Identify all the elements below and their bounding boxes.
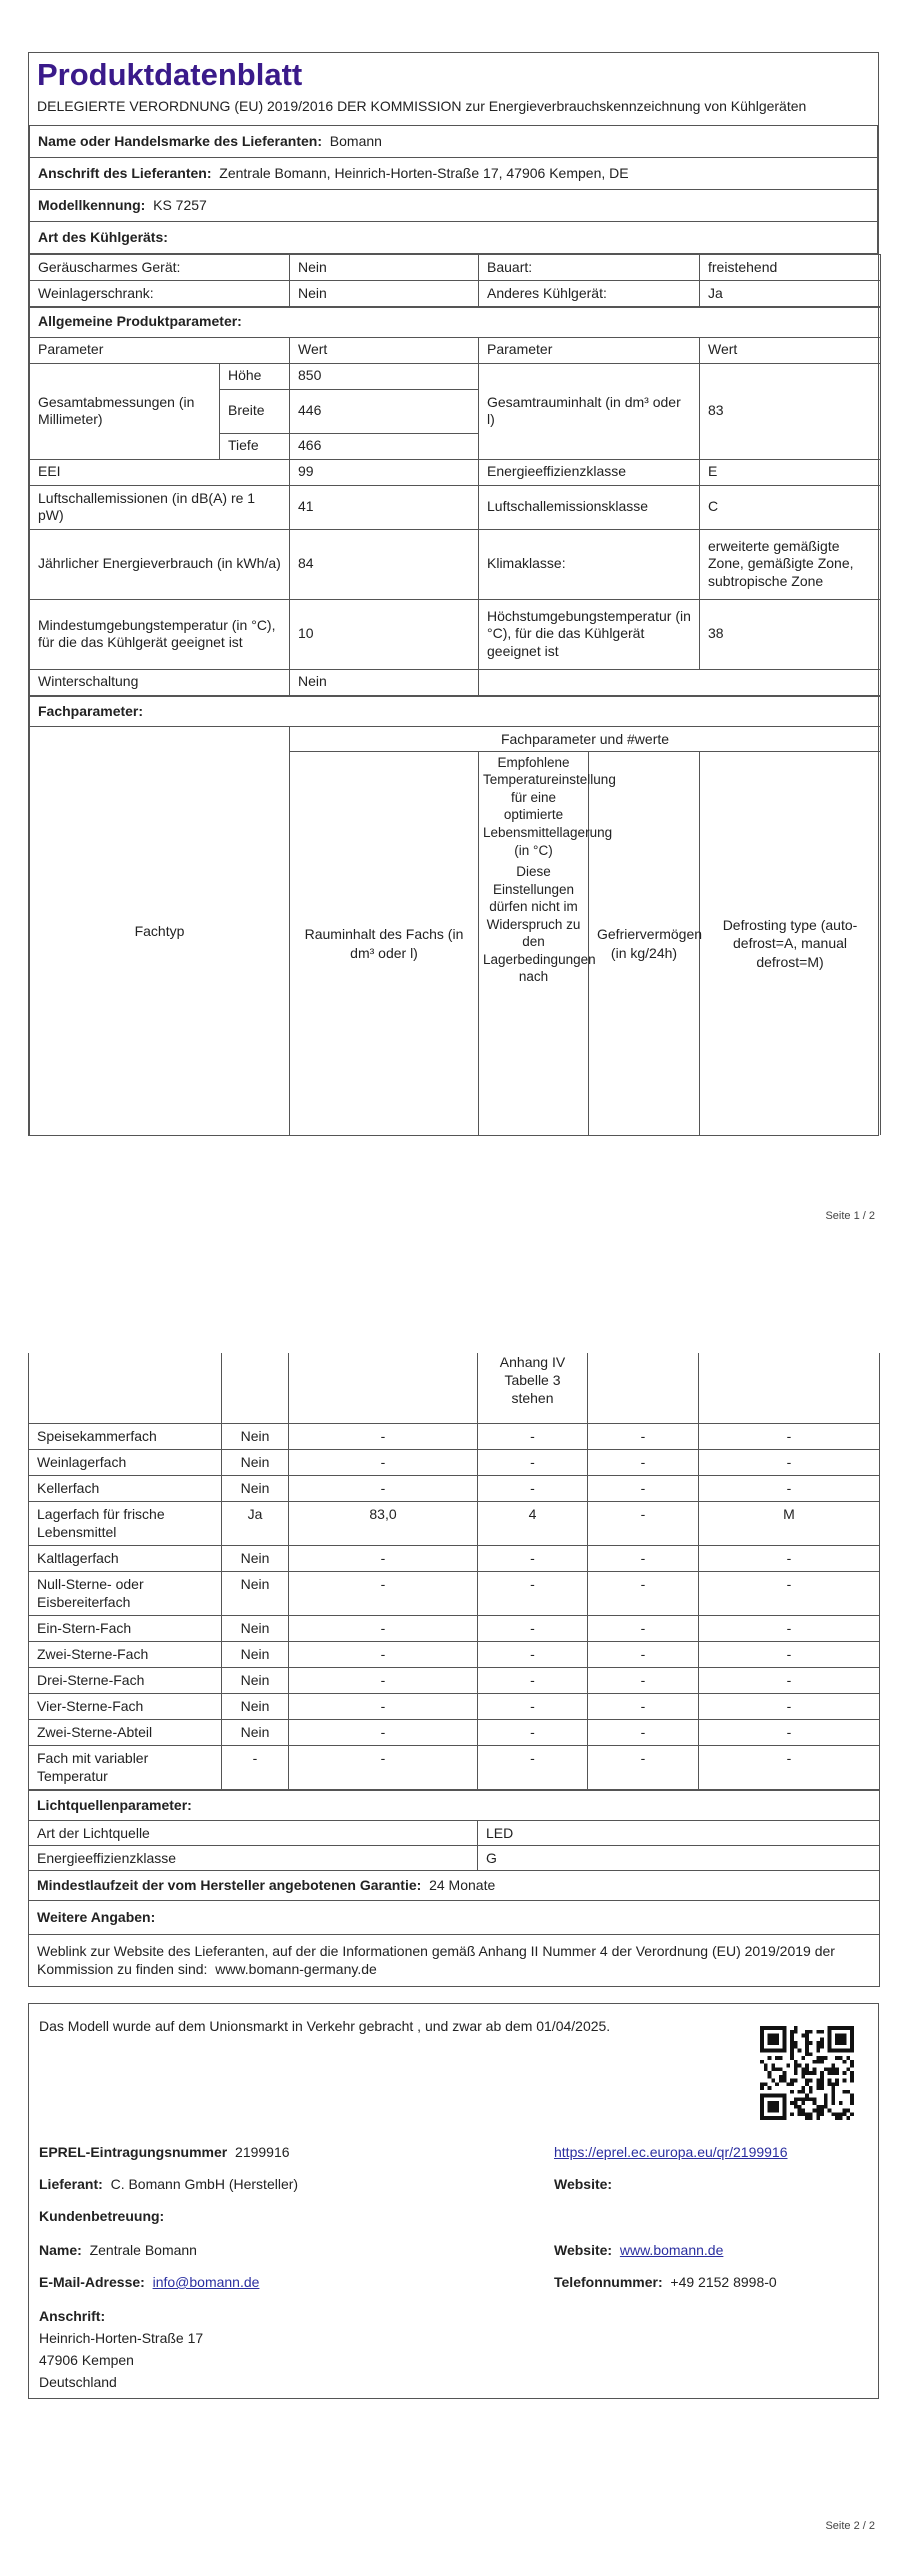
- compartment-freeze-cell: -: [588, 1719, 699, 1745]
- compartment-name-cell: Speisekammerfach: [29, 1423, 222, 1449]
- compartment-temp-cell: -: [478, 1571, 588, 1615]
- page-number-2: Seite 2 / 2: [825, 2520, 875, 2532]
- compartment-defrost-cell: -: [699, 1745, 880, 1789]
- light-class-value: G: [478, 1845, 880, 1870]
- email-link[interactable]: info@bomann.de: [152, 2274, 260, 2290]
- compartment-present-cell: Ja: [222, 1501, 289, 1545]
- table-row: [29, 1501, 880, 1545]
- compartment-volume-cell: -: [289, 1423, 478, 1449]
- col-param-2: Parameter: [479, 337, 700, 363]
- climate-value: erweiterte gemäßigte Zone, gemäßigte Zone, subtropische Zone: [700, 529, 881, 599]
- compartment-defrost-cell: -: [699, 1449, 880, 1475]
- compartment-temp-cell: -: [478, 1719, 588, 1745]
- eclass-value: E: [700, 459, 881, 485]
- compartment-freeze-cell: -: [588, 1501, 699, 1545]
- compartment-defrost-cell: -: [699, 1667, 880, 1693]
- compartment-temp-cell: -: [478, 1745, 588, 1789]
- col-value-2: Wert: [700, 337, 881, 363]
- col-temp: Empfohlene Temperatureinstellung für eine optimierte Lebensmittellagerung (in °C) Diese Einstellungen dürfen nicht im Widerspruch zu den Lagerbedingungen nach: [479, 751, 589, 1135]
- compartment-present-cell: Nein: [222, 1615, 289, 1641]
- table-row: [29, 1693, 880, 1719]
- compartment-name-cell: Lagerfach für frische Lebensmittel: [29, 1501, 222, 1545]
- compartment-header-table: [29, 696, 881, 1136]
- supplier-website-link[interactable]: www.bomann-germany.de: [215, 1961, 377, 1978]
- width-value: 446: [290, 389, 479, 433]
- winter-label: Winterschaltung: [30, 669, 290, 695]
- energy-value: 84: [290, 529, 479, 599]
- col-param: Parameter: [30, 337, 290, 363]
- compartment-defrost-cell: M: [699, 1501, 880, 1545]
- noise-class-value: C: [700, 485, 881, 529]
- device-type-table: [29, 254, 881, 307]
- supplier-address-row: Anschrift des Lieferanten: Zentrale Bomann, Heinrich-Horten-Straße 17, 47906 Kempen, DE: [30, 157, 878, 189]
- compartment-freeze-cell: -: [588, 1571, 699, 1615]
- compartment-defrost-cell: -: [699, 1571, 880, 1615]
- noise-label: Luftschallemissionen (in dB(A) re 1 pW): [30, 485, 290, 529]
- compartment-name-cell: Fach mit variabler Temperatur: [29, 1745, 222, 1789]
- compartment-temp-cell: 4: [478, 1501, 588, 1545]
- col-freeze: Gefriervermögen (in kg/24h): [589, 751, 700, 1135]
- col-volume: Rauminhalt des Fachs (in dm³ oder l): [290, 751, 479, 1135]
- dims-label: Gesamtabmessungen (in Millimeter): [30, 363, 220, 459]
- compartment-volume-cell: -: [289, 1545, 478, 1571]
- compartment-table: [28, 1353, 880, 1790]
- compartment-defrost-cell: -: [699, 1615, 880, 1641]
- compartment-temp-cell: -: [478, 1615, 588, 1641]
- compartment-name-cell: Kaltlagerfach: [29, 1545, 222, 1571]
- eclass-label: Energieeffizienzklasse: [479, 459, 700, 485]
- supplier-table: [29, 125, 878, 254]
- compartment-present-cell: Nein: [222, 1449, 289, 1475]
- compartment-defrost-cell: -: [699, 1641, 880, 1667]
- compartment-defrost-cell: -: [699, 1693, 880, 1719]
- light-heading: Lichtquellenparameter:: [29, 1790, 880, 1820]
- table-row: [29, 1667, 880, 1693]
- device-type-row: Geräuscharmes Gerät: Nein Bauart: freistehend: [30, 254, 881, 280]
- max-temp-value: 38: [700, 599, 881, 669]
- compartment-volume-cell: -: [289, 1475, 478, 1501]
- model-row: Modellkennung: KS 7257: [30, 189, 878, 221]
- compartment-present-cell: Nein: [222, 1423, 289, 1449]
- max-temp-label: Höchstumgebungstemperatur (in °C), für die das Kühlgerät geeignet ist: [479, 599, 700, 669]
- warranty-row: Mindestlaufzeit der vom Hersteller angebotenen Garantie: 24 Monate: [29, 1870, 880, 1900]
- height-label: Höhe: [220, 363, 290, 389]
- service-heading: Kundenbetreuung:: [39, 2208, 165, 2224]
- compartment-name-cell: Zwei-Sterne-Abteil: [29, 1719, 222, 1745]
- page-number-1: Seite 1 / 2: [825, 1210, 875, 1222]
- compartment-volume-cell: -: [289, 1615, 478, 1641]
- compartment-defrost-cell: -: [699, 1719, 880, 1745]
- compartment-name-cell: Drei-Sterne-Fach: [29, 1667, 222, 1693]
- eei-label: EEI: [30, 459, 290, 485]
- group-header: Fachparameter und #werte: [290, 726, 881, 751]
- compartment-defrost-cell: -: [699, 1475, 880, 1501]
- col-temp-continued: Anhang IV Tabelle 3 stehen: [478, 1353, 588, 1423]
- compartment-temp-cell: -: [478, 1545, 588, 1571]
- general-heading: Allgemeine Produktparameter:: [30, 307, 881, 337]
- compartment-temp-cell: -: [478, 1693, 588, 1719]
- height-value: 850: [290, 363, 479, 389]
- compartment-freeze-cell: -: [588, 1641, 699, 1667]
- compartment-present-cell: Nein: [222, 1719, 289, 1745]
- compartment-defrost-cell: -: [699, 1423, 880, 1449]
- more-text: Weblink zur Website des Lieferanten, auf der die Informationen gemäß Anhang II Nummer 4 der Verordnung (EU) 2019/2019 der Kommission zu finden sind: www.bomann-germany.de: [29, 1934, 880, 1986]
- light-class-label: Energieeffizienzklasse: [29, 1845, 478, 1870]
- page-title: Produktdatenblatt: [37, 57, 303, 92]
- compartment-temp-cell: -: [478, 1423, 588, 1449]
- compartment-name-cell: Vier-Sterne-Fach: [29, 1693, 222, 1719]
- table-row: [29, 1545, 880, 1571]
- min-temp-label: Mindestumgebungstemperatur (in °C), für die das Kühlgerät geeignet ist: [30, 599, 290, 669]
- table-row: [29, 1719, 880, 1745]
- depth-label: Tiefe: [220, 433, 290, 459]
- address-country: Deutschland: [39, 2374, 117, 2390]
- compartment-temp-cell: -: [478, 1449, 588, 1475]
- compartment-freeze-cell: -: [588, 1693, 699, 1719]
- device-type-row: Weinlagerschrank: Nein Anderes Kühlgerät: Ja: [30, 280, 881, 306]
- compartment-freeze-cell: -: [588, 1667, 699, 1693]
- compartment-present-cell: Nein: [222, 1571, 289, 1615]
- width-label: Breite: [220, 389, 290, 433]
- light-type-label: Art der Lichtquelle: [29, 1820, 478, 1845]
- table-row: [29, 1423, 880, 1449]
- compartment-present-cell: Nein: [222, 1641, 289, 1667]
- noise-class-label: Luftschallemissionsklasse: [479, 485, 700, 529]
- compartment-volume-cell: -: [289, 1693, 478, 1719]
- device-type-heading: Art des Kühlgeräts:: [30, 221, 878, 253]
- address-street: Heinrich-Horten-Straße 17: [39, 2330, 204, 2346]
- light-table: [28, 1790, 880, 1987]
- volume-value: 83: [700, 363, 881, 459]
- general-params-table: [29, 307, 881, 696]
- compartment-freeze-cell: -: [588, 1475, 699, 1501]
- registration-box: [28, 2003, 879, 2399]
- compartment-present-cell: Nein: [222, 1667, 289, 1693]
- website-label: Website:: [554, 2176, 613, 2192]
- energy-label: Jährlicher Energieverbrauch (in kWh/a): [30, 529, 290, 599]
- regulation-subtitle: DELEGIERTE VERORDNUNG (EU) 2019/2016 DER KOMMISSION zur Energieverbrauchskennzeichnung von Kühlgeräten: [37, 98, 807, 114]
- compartment-name-cell: Weinlagerfach: [29, 1449, 222, 1475]
- table-row: [29, 1641, 880, 1667]
- compartment-defrost-cell: -: [699, 1545, 880, 1571]
- compartment-temp-cell: -: [478, 1475, 588, 1501]
- email-row: E-Mail-Adresse: info@bomann.de: [39, 2274, 260, 2290]
- col-type: Fachtyp: [30, 726, 290, 1135]
- compartment-present-cell: Nein: [222, 1545, 289, 1571]
- col-value: Wert: [290, 337, 479, 363]
- compartment-freeze-cell: -: [588, 1615, 699, 1641]
- compartment-present-cell: Nein: [222, 1693, 289, 1719]
- compartment-freeze-cell: -: [588, 1449, 699, 1475]
- compartment-present-cell: Nein: [222, 1475, 289, 1501]
- table-row: [29, 1571, 880, 1615]
- service-website-link[interactable]: www.bomann.de: [619, 2242, 724, 2258]
- climate-label: Klimaklasse:: [479, 529, 700, 599]
- phone-row: Telefonnummer: +49 2152 8998-0: [554, 2274, 777, 2290]
- volume-label: Gesamtrauminhalt (in dm³ oder l): [479, 363, 700, 459]
- compartment-freeze-cell: -: [588, 1545, 699, 1571]
- address-city: 47906 Kempen: [39, 2352, 134, 2368]
- compartment-volume-cell: -: [289, 1571, 478, 1615]
- page-1-frame: [28, 52, 879, 1136]
- compartment-freeze-cell: -: [588, 1745, 699, 1789]
- winter-value: Nein: [290, 669, 479, 695]
- market-text: Das Modell wurde auf dem Unionsmarkt in Verkehr gebracht , und zwar ab dem 01/04/2025.: [39, 2018, 611, 2034]
- compartment-temp-cell: -: [478, 1641, 588, 1667]
- eprel-link[interactable]: https://eprel.ec.europa.eu/qr/2199916: [554, 2144, 788, 2160]
- qr-code-icon[interactable]: [760, 2026, 854, 2120]
- compartment-name-cell: Null-Sterne- oder Eisbereiterfach: [29, 1571, 222, 1615]
- compartment-volume-cell: -: [289, 1667, 478, 1693]
- compartment-name-cell: Ein-Stern-Fach: [29, 1615, 222, 1641]
- more-heading: Weitere Angaben:: [29, 1900, 880, 1934]
- eprel-row: EPREL-Eintragungsnummer 2199916: [39, 2144, 290, 2160]
- min-temp-value: 10: [290, 599, 479, 669]
- compartment-volume-cell: -: [289, 1719, 478, 1745]
- compartment-volume-cell: 83,0: [289, 1501, 478, 1545]
- supplier-row: Lieferant: C. Bomann GmbH (Hersteller): [39, 2176, 299, 2192]
- page-2-tables: [28, 1353, 879, 1987]
- service-website-row: Website: www.bomann.de: [554, 2242, 724, 2258]
- address-label: Anschrift:: [39, 2308, 106, 2324]
- eei-value: 99: [290, 459, 479, 485]
- table-row: [29, 1745, 880, 1789]
- compartment-name-cell: Kellerfach: [29, 1475, 222, 1501]
- service-name-row: Name: Zentrale Bomann: [39, 2242, 197, 2258]
- compartments-heading: Fachparameter:: [30, 696, 881, 726]
- table-row: [29, 1449, 880, 1475]
- compartment-present-cell: -: [222, 1745, 289, 1789]
- compartment-freeze-cell: -: [588, 1423, 699, 1449]
- compartment-volume-cell: -: [289, 1745, 478, 1789]
- compartment-volume-cell: -: [289, 1641, 478, 1667]
- table-row: [29, 1475, 880, 1501]
- supplier-name-row: Name oder Handelsmarke des Lieferanten: Bomann: [30, 125, 878, 157]
- compartment-volume-cell: -: [289, 1449, 478, 1475]
- depth-value: 466: [290, 433, 479, 459]
- table-row: [29, 1615, 880, 1641]
- noise-value: 41: [290, 485, 479, 529]
- compartment-temp-cell: -: [478, 1667, 588, 1693]
- compartment-name-cell: Zwei-Sterne-Fach: [29, 1641, 222, 1667]
- col-defrost: Defrosting type (auto-defrost=A, manual defrost=M): [700, 751, 881, 1135]
- light-type-value: LED: [478, 1820, 880, 1845]
